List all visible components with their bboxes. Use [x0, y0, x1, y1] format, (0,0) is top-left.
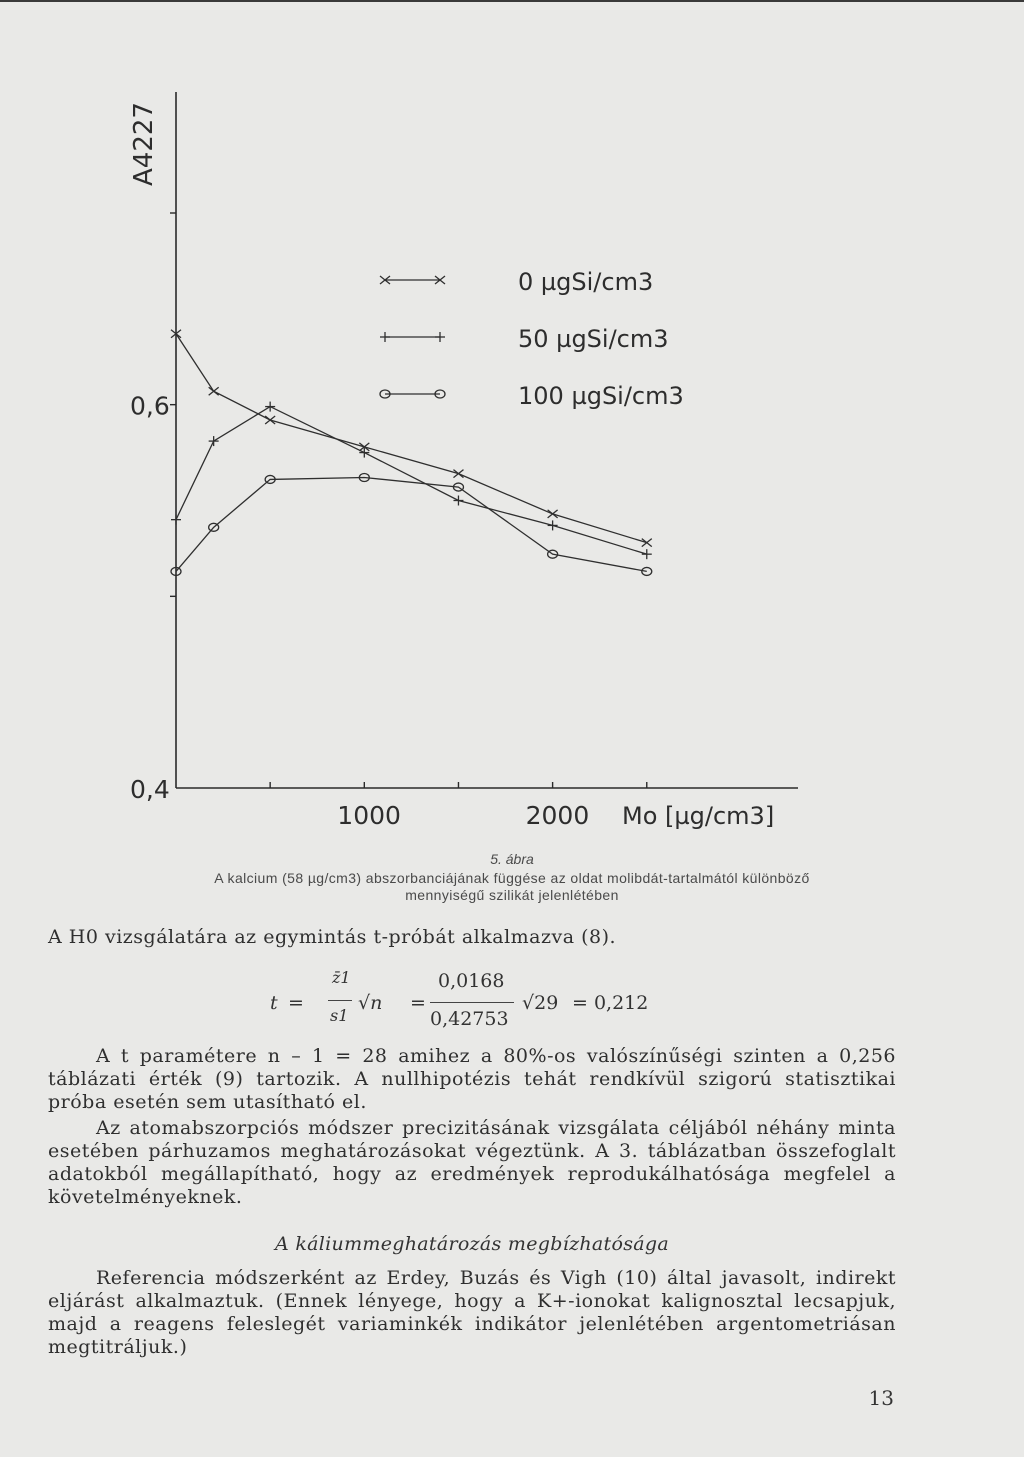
- y-tick-label: 0,4: [130, 775, 170, 804]
- formula-result: = 0,212: [572, 992, 649, 1014]
- series-line-0: [176, 334, 647, 543]
- chart-axes: [176, 92, 798, 788]
- section-heading: A káliummeghatározás megbízhatósága: [275, 1233, 669, 1255]
- y-tick-label: 0,6: [130, 391, 170, 421]
- formula-z-mean: z̄1: [332, 968, 351, 987]
- formula-fraction-bar-2: [430, 1002, 514, 1003]
- t-test-formula: [270, 966, 730, 1038]
- marker-x: [548, 510, 558, 518]
- marker-x: [209, 387, 219, 395]
- formula-equals-1: =: [288, 992, 304, 1014]
- marker-plus: [453, 496, 463, 506]
- legend-label: 50 µgSi/cm3: [518, 325, 669, 353]
- x-tick-label: 2000: [525, 801, 590, 830]
- legend-label: 100 µgSi/cm3: [518, 382, 684, 410]
- y-axis-label: A4227: [129, 102, 159, 186]
- x-tick-label: 1000: [337, 801, 401, 830]
- marker-plus: [642, 549, 652, 559]
- formula-sqrt-n: √n: [358, 992, 383, 1014]
- figure-caption-line-1: A kalcium (58 µg/cm3) abszorbanciájának függése az oldat molibdát-tartalmától különböző: [214, 870, 810, 886]
- paragraph-h0-test: A H0 vizsgálatára az egymintás t-próbát alkalmazva (8).: [48, 926, 617, 948]
- formula-fraction-bar-1: [328, 1000, 352, 1001]
- formula-sqrt-29: √29: [522, 992, 559, 1014]
- paragraph-reference-method: Referencia módszerként az Erdey, Buzás és Vigh (10) által javasolt, indirekt eljárást alkalmaztuk. (Ennek lényege, hogy a K+-ionokat kalignosztal lecsapjuk, majd a reagens feleslegét variaminkék indikátor jelenlétében argentometriásan megtitráljuk.): [48, 1267, 896, 1358]
- figure-caption: [0, 870, 1024, 904]
- formula-s: s1: [330, 1006, 349, 1025]
- marker-plus: [548, 520, 558, 530]
- chart-ticks: [170, 213, 647, 788]
- figure-label: 5. ábra: [490, 851, 534, 867]
- formula-equals-2: =: [410, 992, 426, 1014]
- series-line-2: [176, 478, 647, 572]
- paragraph-precision: Az atomabszorpciós módszer precizitásának vizsgálata céljából néhány minta esetében párhuzamos meghatározásokat végeztünk. A 3. táblázatban összefoglalt adatokból megállapítható, hogy az eredmények reprodukálhatósága megfelel a követelményeknek.: [48, 1117, 896, 1208]
- formula-t: t: [270, 992, 278, 1014]
- marker-plus: [265, 402, 275, 412]
- paragraph-t-parameter: A t paramétere n – 1 = 28 amihez a 80%-os valószínűségi szinten a 0,256 táblázati érték (9) tartozik. A nullhipotézis tehát rendkívül szigorú statisztikai próba esetén sem utasítható el.: [48, 1045, 896, 1113]
- page-number: 13: [868, 1386, 894, 1410]
- legend-label: 0 µgSi/cm3: [518, 268, 654, 296]
- figure-caption-line-2: mennyiségű szilikát jelenlétében: [405, 887, 619, 903]
- marker-plus: [209, 436, 219, 446]
- marker-plus: [171, 515, 181, 525]
- marker-x: [453, 470, 463, 478]
- x-axis-label: Mo [µg/cm3]: [622, 802, 775, 830]
- formula-numerator: 0,0168: [438, 970, 505, 992]
- series-line-1: [176, 407, 647, 555]
- formula-denominator: 0,42753: [430, 1008, 509, 1030]
- marker-x: [642, 539, 652, 547]
- marker-x: [265, 416, 275, 424]
